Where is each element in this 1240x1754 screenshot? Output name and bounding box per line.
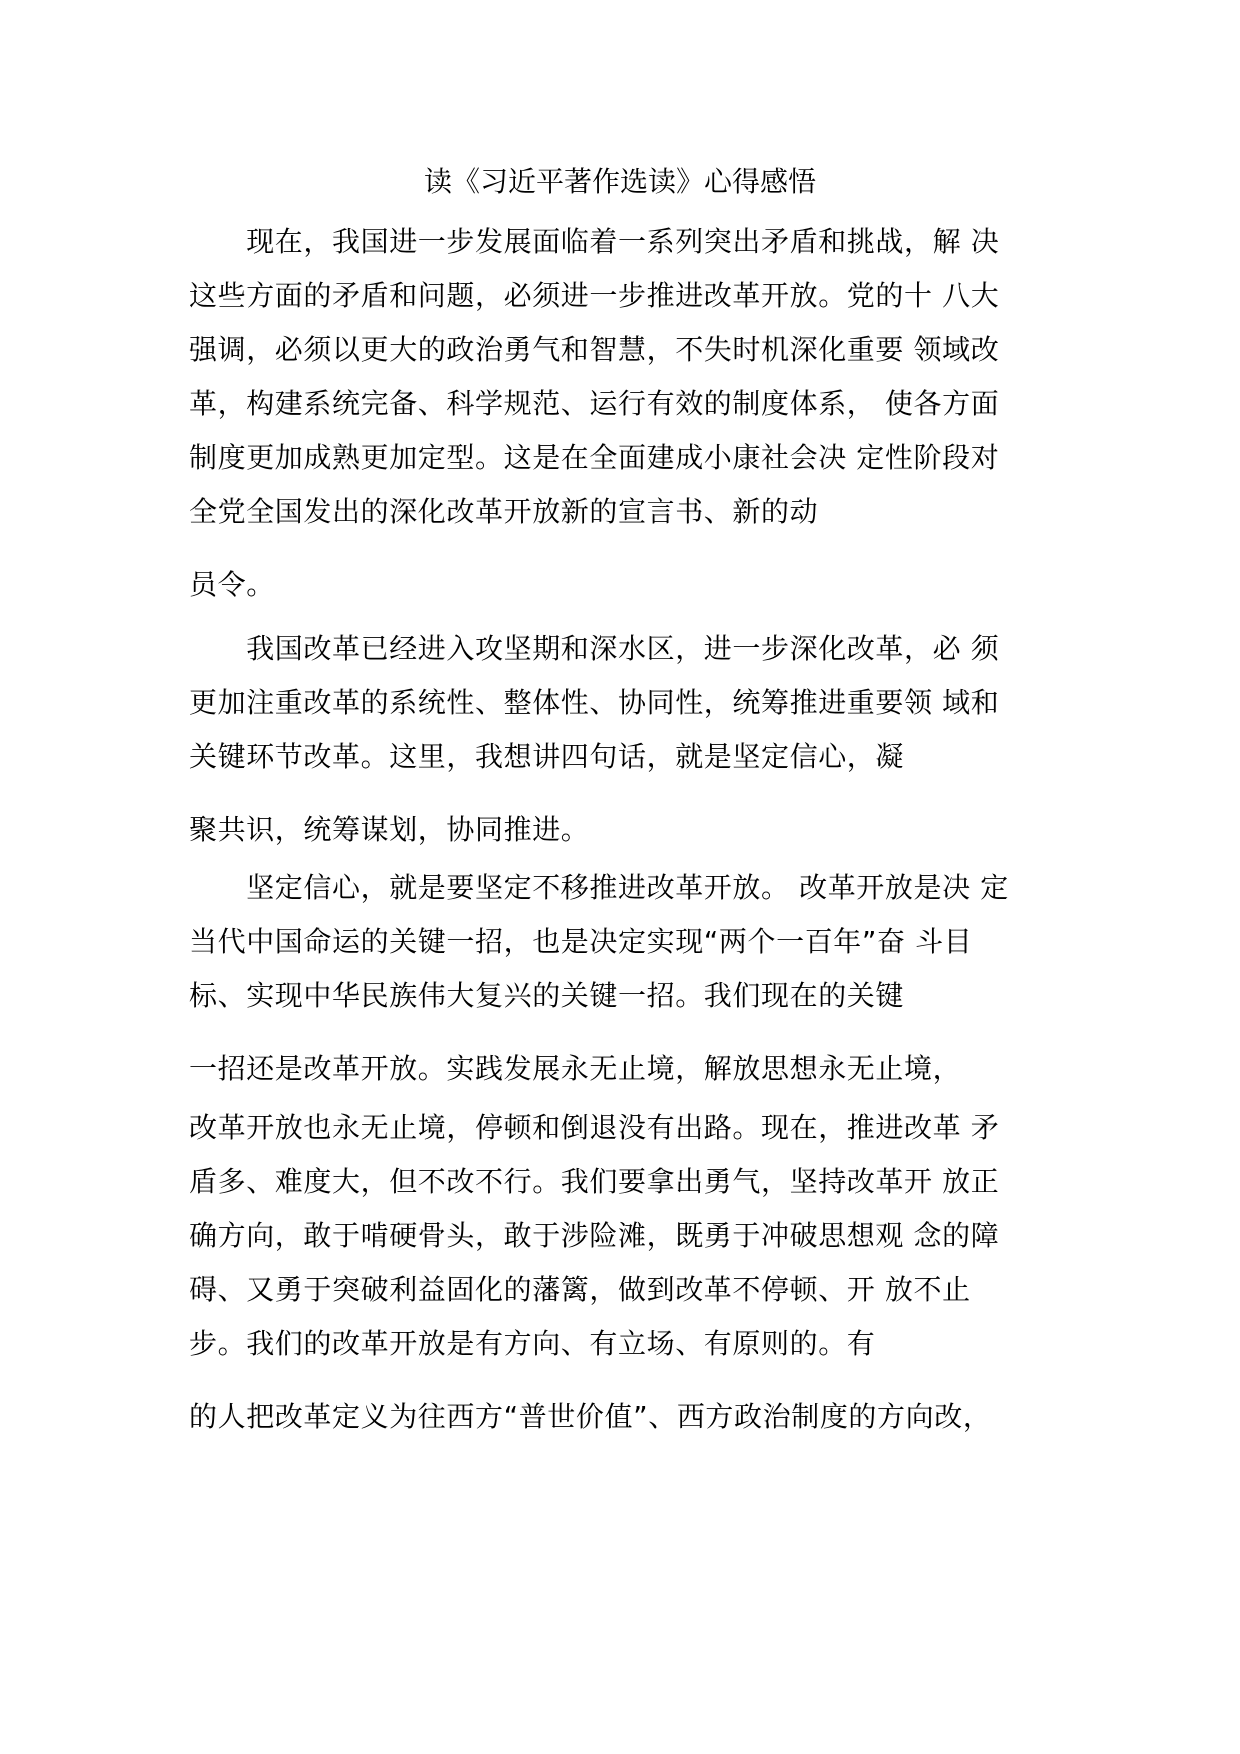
text-line: 这些方面的矛盾和问题，必须进一步推进改革开放。党的十 八大 — [189, 279, 1000, 312]
text-line: 步。我们的改革开放是有方向、有立场、有原则的。有 — [189, 1327, 876, 1360]
text-line: 标、实现中华民族伟大复兴的关键一招。我们现在的关键 — [189, 979, 905, 1012]
text-line: 当代中国命运的关键一招，也是决定实现“两个一百年”奋 斗目 — [189, 925, 973, 958]
text-line: 碍、又勇于突破利益固化的藩篱，做到改革不停顿、开 放不止 — [189, 1273, 971, 1306]
text-line: 更加注重改革的系统性、整体性、协同性，统筹推进重要领 域和 — [189, 686, 1000, 719]
text-line: 强调，必须以更大的政治勇气和智慧，不失时机深化重要 领域改 — [189, 333, 1000, 366]
text-line: 革，构建系统完备、科学规范、运行有效的制度体系， 使各方面 — [189, 387, 1000, 420]
text-line: 的人把改革定义为往西方“普世价值”、西方政治制度的方向改， — [189, 1400, 992, 1433]
text-line: 确方向，敢于啃硬骨头，敢于涉险滩，既勇于冲破思想观 念的障 — [189, 1219, 1000, 1252]
text-line: 坚定信心，就是要坚定不移推进改革开放。 改革开放是决 定 — [189, 871, 1009, 904]
text-line: 我国改革已经进入攻坚期和深水区，进一步深化改革，必 须 — [189, 632, 1000, 665]
document-title: 读《习近平著作选读》心得感悟 — [423, 165, 816, 198]
text-line: 一招还是改革开放。实践发展永无止境，解放思想永无止境， — [189, 1052, 962, 1085]
text-line: 现在，我国进一步发展面临着一系列突出矛盾和挑战，解 决 — [189, 225, 1000, 258]
text-line: 员令。 — [189, 568, 275, 601]
text-line: 盾多、难度大，但不改不行。我们要拿出勇气，坚持改革开 放正 — [189, 1165, 1000, 1198]
text-line: 关键环节改革。这里，我想讲四句话，就是坚定信心，凝 — [189, 740, 905, 773]
text-line: 全党全国发出的深化改革开放新的宣言书、新的动 — [189, 495, 819, 528]
text-line: 改革开放也永无止境，停顿和倒退没有出路。现在，推进改革 矛 — [189, 1111, 1000, 1144]
text-line: 聚共识，统筹谋划，协同推进。 — [189, 813, 590, 846]
text-line: 制度更加成熟更加定型。这是在全面建成小康社会决 定性阶段对 — [189, 441, 1000, 474]
